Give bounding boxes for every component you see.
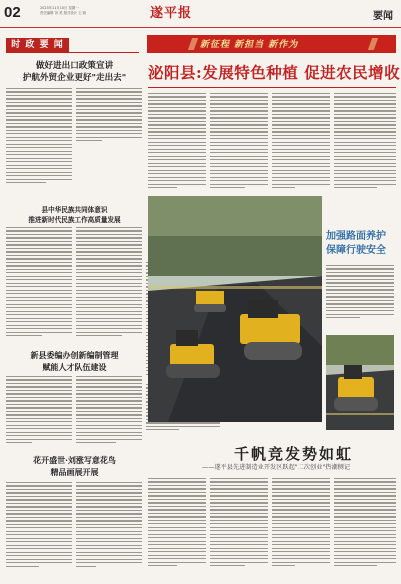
road-paving-scene [148,196,322,422]
story3-body [6,376,72,446]
section-name: 要闻 [373,11,393,22]
story4-body-col2 [76,482,142,574]
main-body-col1 [148,93,206,191]
story3-headline: 新县委编办创新编制管理 赋能人才队伍建设 [30,350,119,372]
story2-body-col2 [76,227,142,342]
main-body-col3 [272,93,330,191]
page-number: 02 [4,4,21,21]
bottom-body-col3 [272,478,330,574]
side-body [326,265,394,325]
main-headline: 泌阳县:发展特色种植 促进农民增收 [148,63,401,82]
bottom-body-col2 [210,478,268,574]
story2-body [6,227,72,342]
side-headline: 加强路面养护 保障行驶安全 [326,231,386,256]
story1-headline: 做好进出口政策宣讲 护航外贸企业更好"走出去" [22,61,127,83]
section-tag: 时 政 要 闻 [6,38,69,53]
bottom-headline: 千帆竞发势如虹 [234,445,354,463]
story1-body [6,88,72,186]
bottom-body-col4 [334,478,396,574]
bottom-subheadline: ——遂平县先进制造业开发区跃起"二次创业"热潮侧记 [202,464,351,471]
main-body-col2 [210,93,268,191]
story4-headline: 花开盛世·刘涨写意花鸟 精品画展开展 [33,455,116,477]
roller-photo [326,335,394,430]
story3-body-col2 [76,376,142,446]
issue-date: 2023年11月10日 星期一 责任编辑 刘 美 版式设计 王 晓 [40,6,87,15]
main-rule [148,87,396,88]
tag-rule [69,52,139,53]
bottom-body-col1 [148,478,206,574]
roller-scene [326,335,394,430]
main-body-col4 [334,93,396,191]
story2-headline: 县中华民族共同体意识 推进新时代民族工作高质量发展 [28,206,121,224]
story1-body-col2 [76,88,142,148]
masthead-logo: 遂平报 [150,6,193,21]
page-header [0,0,401,28]
road-paving-photo [148,196,322,422]
story4-body [6,482,72,574]
banner-slogan: 新征程 新担当 新作为 [200,40,299,50]
